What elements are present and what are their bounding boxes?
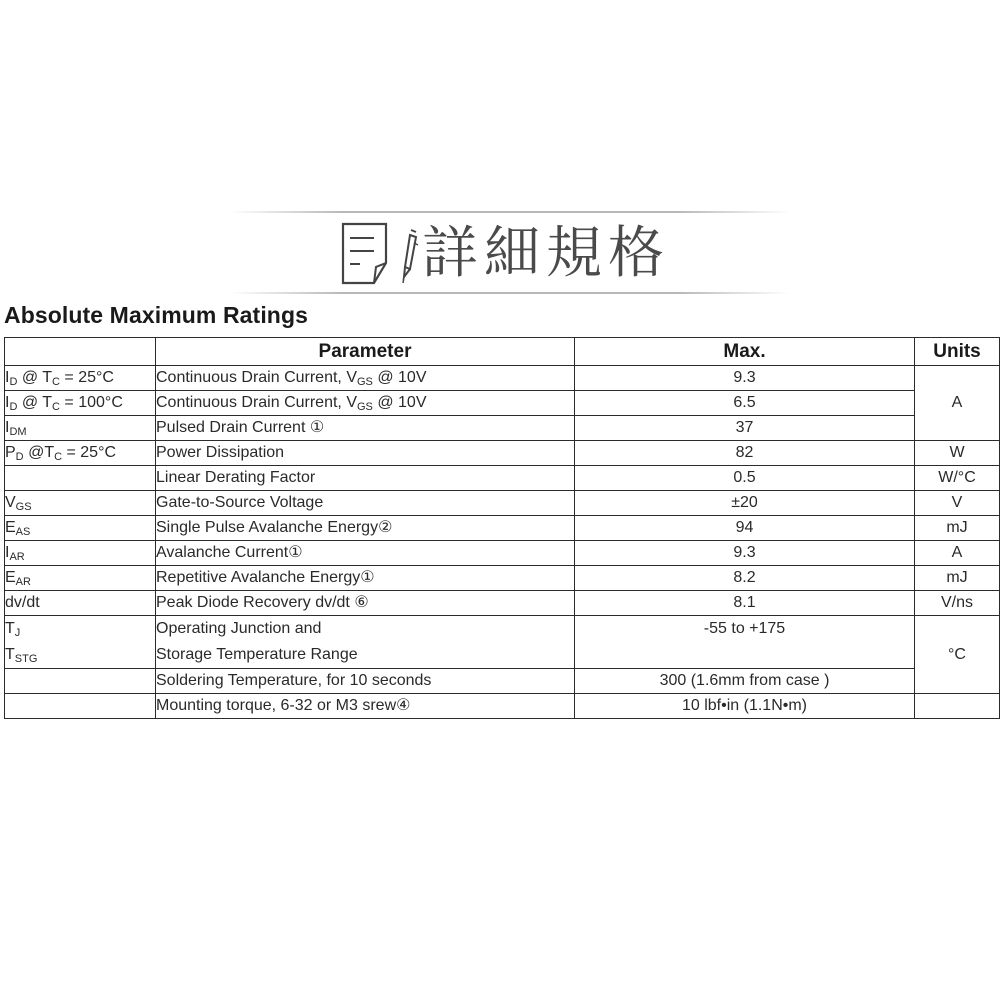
units-cell: V — [915, 491, 1000, 516]
symbol-cell — [5, 466, 156, 491]
units-cell: mJ — [915, 516, 1000, 541]
parameter-cell: Operating Junction and Storage Temperature Range — [156, 616, 575, 669]
document-icon — [340, 221, 396, 287]
symbol-cell: $I_{DM}$ — [5, 416, 156, 441]
parameter-cell: Peak Diode Recovery dv/dt ⑥ — [156, 591, 575, 616]
parameter-cell: Mounting torque, 6-32 or M3 srew④ — [156, 694, 575, 719]
symbol-cell: $I_D$ @ $T_C = 25^\circ C$ — [5, 366, 156, 391]
symbol-cell: $I_D$ @ $T_C = 100^\circ C$ — [5, 391, 156, 416]
banner-bottom-divider — [230, 292, 790, 294]
parameter-cell: Single Pulse Avalanche Energy② — [156, 516, 575, 541]
max-cell: 0.5 — [575, 466, 915, 491]
table-row — [5, 694, 1000, 719]
symbol-cell: $I_{AR}$ — [5, 541, 156, 566]
parameter-cell: Gate-to-Source Voltage — [156, 491, 575, 516]
header-max: Max. — [575, 338, 915, 366]
table-row — [5, 491, 1000, 516]
table-row — [5, 391, 1000, 416]
banner-top-divider — [230, 211, 790, 213]
max-cell: 9.3 — [575, 541, 915, 566]
parameter-cell: Pulsed Drain Current ① — [156, 416, 575, 441]
header-symbol — [5, 338, 156, 366]
parameter-cell: Continuous Drain Current, $V_{GS}$ @ 10V — [156, 366, 575, 391]
max-cell: 9.3 — [575, 366, 915, 391]
parameter-cell: Power Dissipation — [156, 441, 575, 466]
units-cell: W — [915, 441, 1000, 466]
table-row — [5, 541, 1000, 566]
max-cell: 82 — [575, 441, 915, 466]
max-cell: 6.5 — [575, 391, 915, 416]
max-cell: -55 to +175 — [575, 616, 915, 669]
max-cell: ±20 — [575, 491, 915, 516]
units-cell: mJ — [915, 566, 1000, 591]
max-cell: 37 — [575, 416, 915, 441]
parameter-cell: Continuous Drain Current, $V_{GS}$ @ 10V — [156, 391, 575, 416]
banner-title: 詳細規格 — [422, 221, 670, 286]
units-cell: °C — [915, 616, 1000, 694]
ratings-table — [4, 337, 1000, 719]
table-row — [5, 669, 1000, 694]
units-cell: V/ns — [915, 591, 1000, 616]
table-row — [5, 441, 1000, 466]
parameter-cell: Avalanche Current① — [156, 541, 575, 566]
parameter-cell: Repetitive Avalanche Energy① — [156, 566, 575, 591]
header-units: Units — [915, 338, 1000, 366]
symbol-cell: $E_{AS}$ — [5, 516, 156, 541]
max-cell: 10 lbf•in (1.1N•m) — [575, 694, 915, 719]
max-cell: 8.1 — [575, 591, 915, 616]
symbol-cell: $P_D$ $@T_C = 25^\circ C$ — [5, 441, 156, 466]
table-row — [5, 366, 1000, 391]
units-cell — [915, 694, 1000, 719]
symbol-cell — [5, 694, 156, 719]
units-cell: A — [915, 541, 1000, 566]
table-header-row — [5, 338, 1000, 366]
header-parameter: Parameter — [156, 338, 575, 366]
max-cell: 8.2 — [575, 566, 915, 591]
pen-icon — [398, 221, 420, 287]
section-title: Absolute Maximum Ratings — [4, 302, 308, 328]
table-row — [5, 591, 1000, 616]
max-cell: 300 (1.6mm from case ) — [575, 669, 915, 694]
max-cell: 94 — [575, 516, 915, 541]
symbol-cell: dv/dt — [5, 591, 156, 616]
parameter-cell: Linear Derating Factor — [156, 466, 575, 491]
table-row — [5, 516, 1000, 541]
symbol-cell: $V_{GS}$ — [5, 491, 156, 516]
table-row — [5, 616, 1000, 669]
spec-banner — [0, 205, 1000, 295]
parameter-cell: Soldering Temperature, for 10 seconds — [156, 669, 575, 694]
symbol-cell — [5, 669, 156, 694]
units-cell: A — [915, 366, 1000, 441]
symbol-cell: $E_{AR}$ — [5, 566, 156, 591]
units-cell: W/°C — [915, 466, 1000, 491]
table-row — [5, 566, 1000, 591]
table-row — [5, 416, 1000, 441]
table-row — [5, 466, 1000, 491]
symbol-cell: $T_J$ $T_{STG}$ — [5, 616, 156, 669]
